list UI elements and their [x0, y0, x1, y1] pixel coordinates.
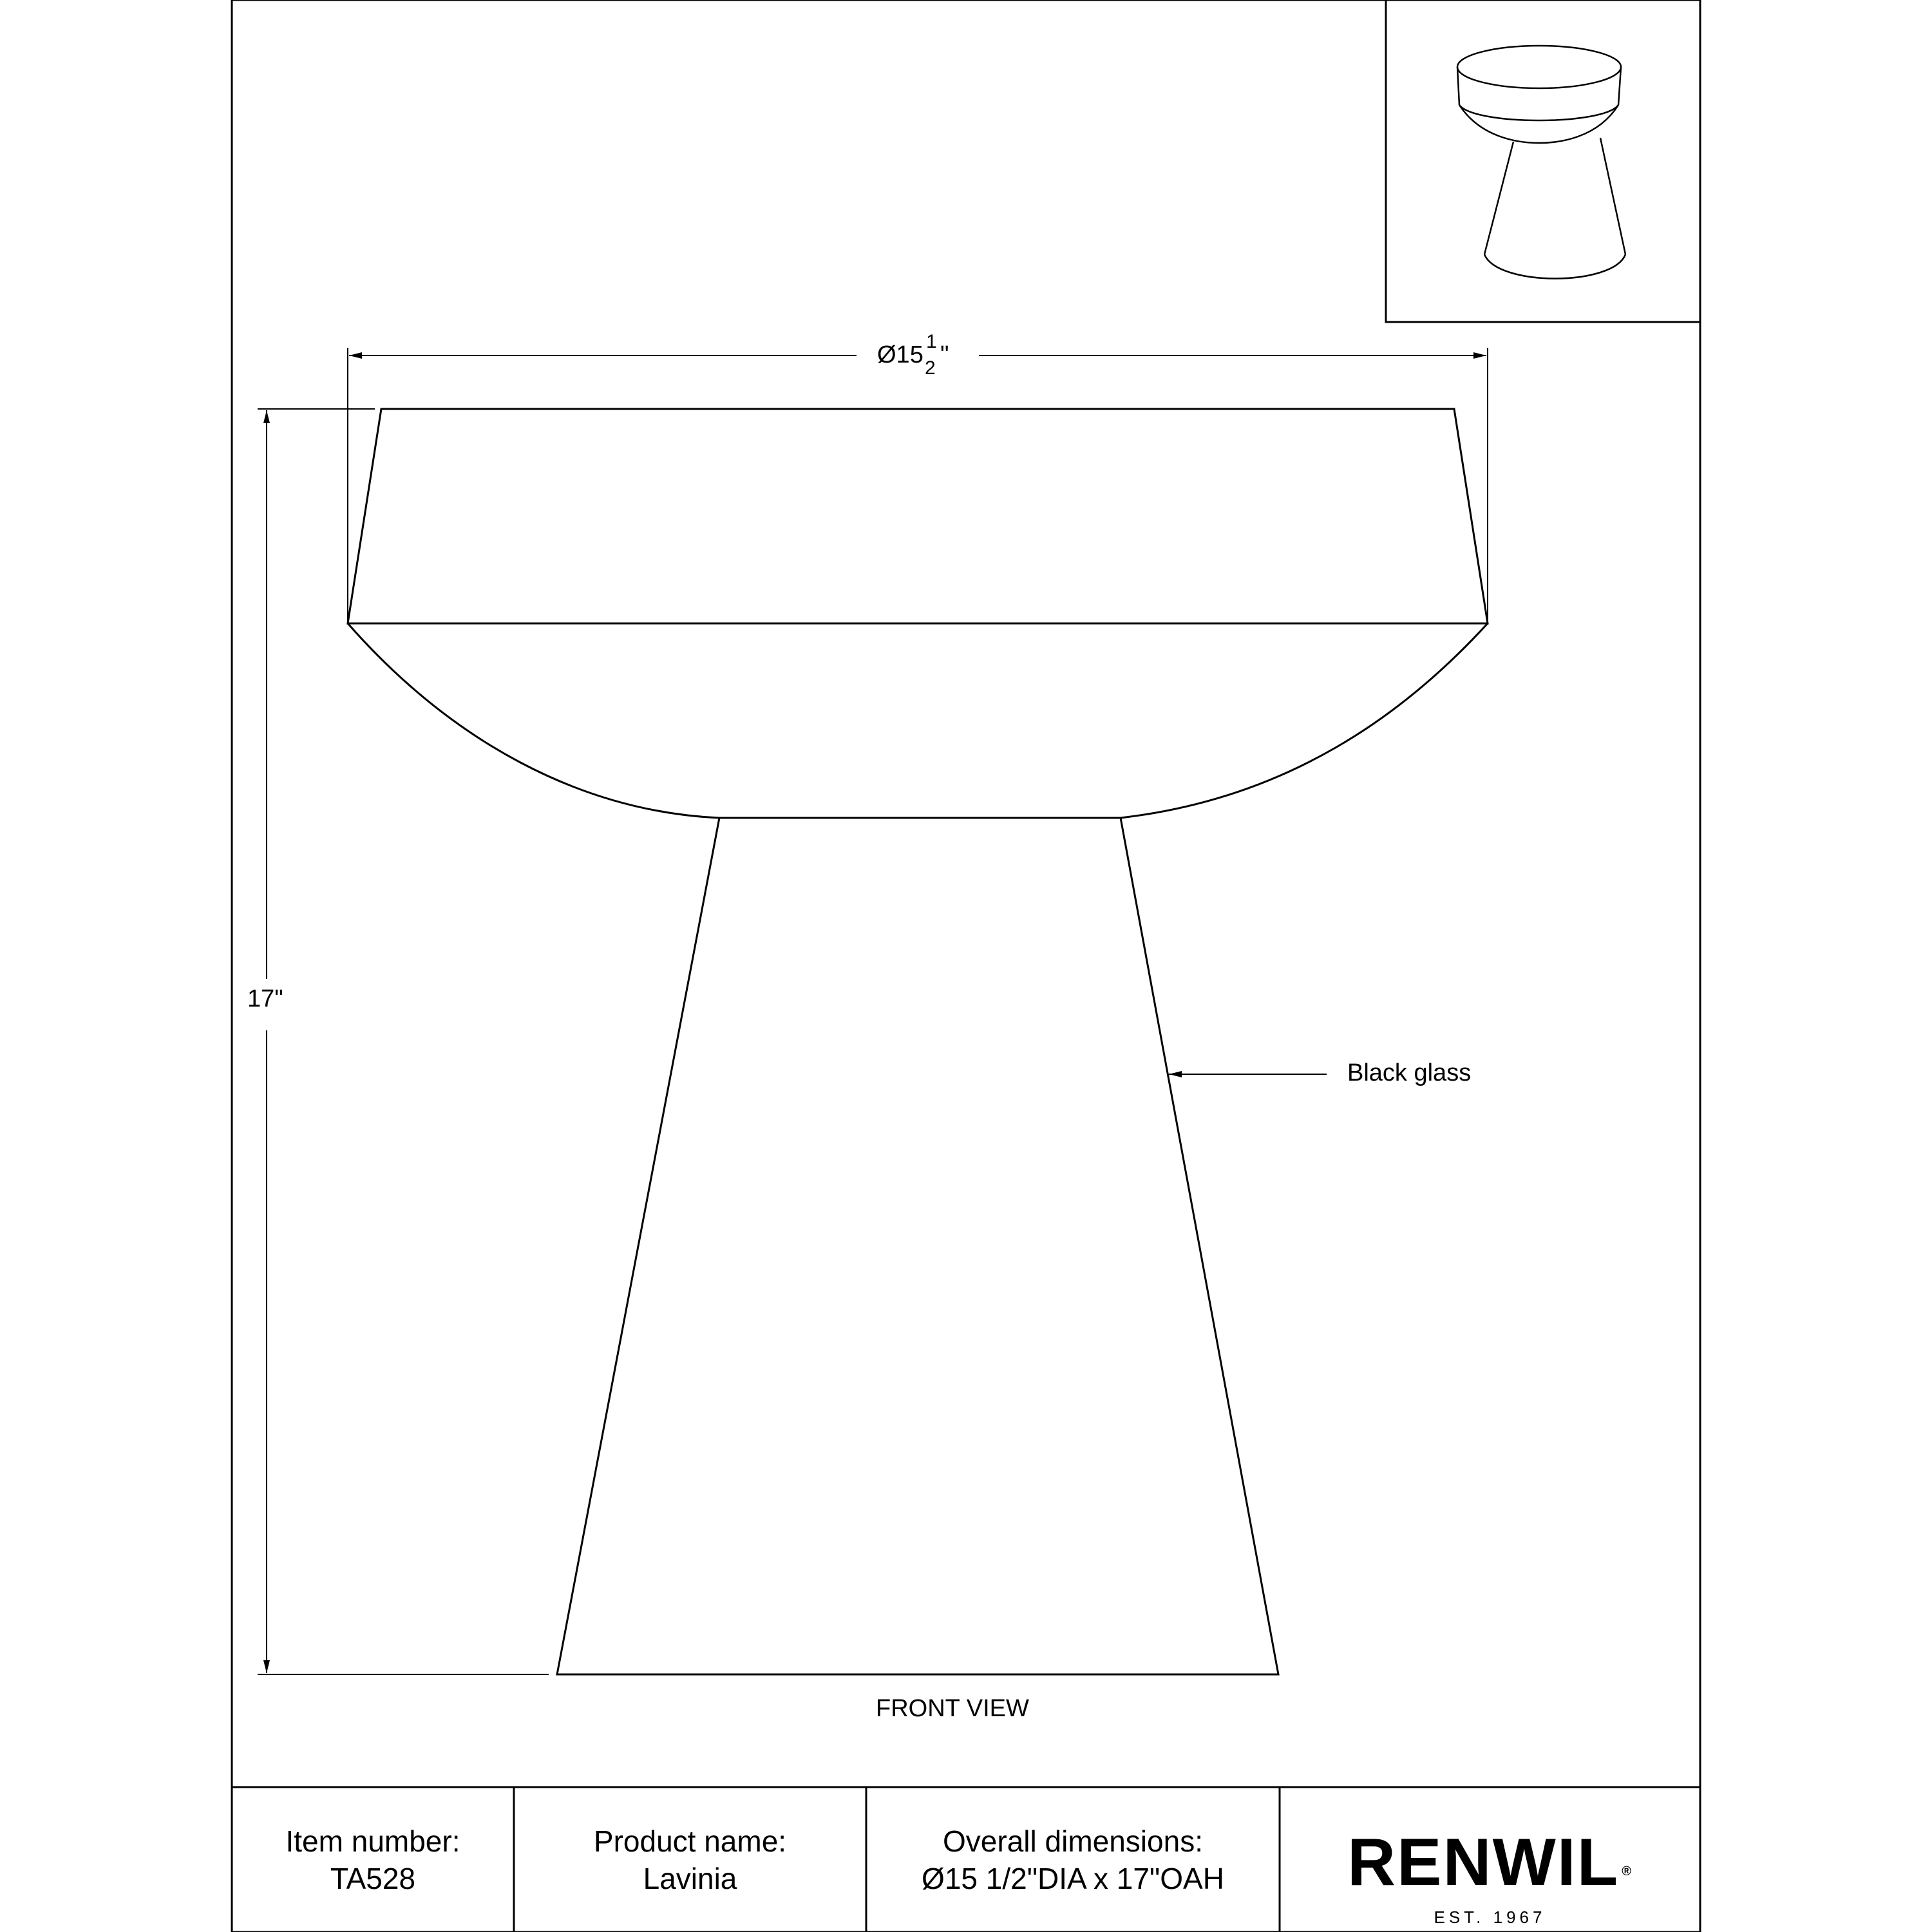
- brand-name: RENWIL: [1347, 1825, 1620, 1900]
- width-dimension: [348, 348, 1488, 623]
- brand-logo: [1281, 1825, 1699, 1927]
- dimensions-value: Ø15 1/2"DIA x 17"OAH: [922, 1861, 1224, 1895]
- front-view-table: [348, 409, 1488, 1674]
- view-label: FRONT VIEW: [876, 1695, 1029, 1722]
- product-name-label: Product name:: [593, 1824, 787, 1858]
- tabletop-outline: [348, 409, 1488, 623]
- product-name-cell: [515, 1788, 865, 1931]
- width-frac-num: 1: [926, 331, 937, 352]
- height-label: 17": [247, 985, 283, 1012]
- base-outline: [557, 818, 1278, 1674]
- brand-established: EST. 1967: [1434, 1908, 1546, 1927]
- iso-view-table: [1457, 46, 1625, 279]
- dimensions-label: Overall dimensions:: [943, 1824, 1203, 1858]
- width-suffix: ": [940, 341, 949, 368]
- width-prefix: Ø15: [877, 341, 923, 368]
- material-callout: Black glass: [1347, 1059, 1472, 1086]
- product-name-value: Lavinia: [643, 1861, 737, 1895]
- width-label: [877, 341, 923, 369]
- item-number-cell: [233, 1788, 513, 1931]
- item-number-label: Item number:: [285, 1824, 460, 1858]
- item-number-value: TA528: [330, 1861, 416, 1895]
- height-dimension: [258, 409, 549, 1674]
- width-frac-den: 2: [925, 357, 936, 379]
- sheet-border: [232, 0, 1700, 1932]
- bowl-outline: [348, 623, 1488, 818]
- registered-mark: ®: [1622, 1864, 1633, 1879]
- dimensions-cell: [867, 1788, 1278, 1931]
- iso-view-frame: [1386, 0, 1700, 322]
